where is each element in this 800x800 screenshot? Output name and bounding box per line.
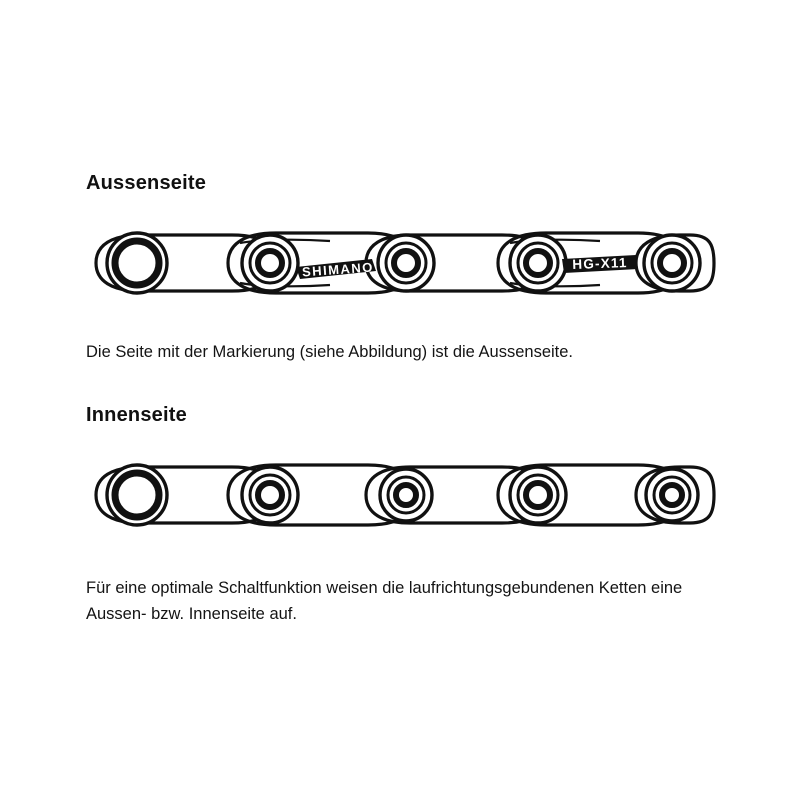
chain-rivet-group [107, 465, 698, 525]
section-inner-side [0, 404, 800, 627]
chain-rivet [510, 235, 566, 291]
chain-outer-svg [0, 209, 800, 317]
heading-aussenseite: Aussenseite [86, 172, 207, 194]
section-outer-side [0, 172, 800, 365]
caption-aussenseite: Die Seite mit der Markierung (siehe Abbildung) ist die Aussenseite. [86, 343, 573, 361]
brand-mark-shimano-text: SHIMANO [301, 259, 375, 280]
chain-rivet [107, 465, 167, 525]
chain-inner-svg [0, 441, 800, 549]
chain-illustration-inner [0, 441, 800, 549]
model-mark-hgx11-text: HG-X11 [572, 255, 628, 272]
heading-innenseite: Innenseite [86, 404, 187, 426]
chain-rivet [107, 233, 167, 293]
chain-illustration-outer [0, 209, 800, 317]
chain-rivet [242, 467, 298, 523]
brand-mark-shimano [296, 259, 376, 279]
chain-rivet [378, 235, 434, 291]
chain-rivet [380, 469, 432, 521]
model-mark-hgx11 [562, 255, 638, 273]
chain-rivet [242, 235, 298, 291]
chain-rivet [644, 235, 700, 291]
caption-innenseite: Für eine optimale Schaltfunktion weisen die laufrichtungsgebundenen Ketten eine Aussen- bzw. Innenseite auf. [86, 579, 683, 623]
chain-rivet [510, 467, 566, 523]
chain-rivet [646, 469, 698, 521]
